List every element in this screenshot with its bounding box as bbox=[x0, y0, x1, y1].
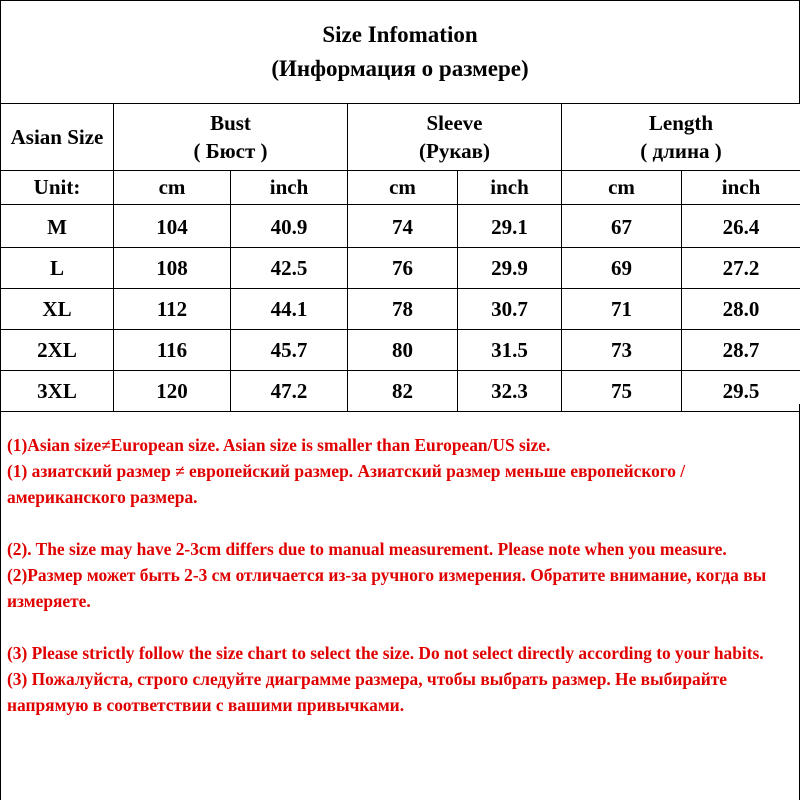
note-3-ru: (3) Пожалуйста, строго следуйте диаграмме размера, чтобы выбрать размер. Не выбирайте напрямую в соответствии с вашими привычками. bbox=[7, 669, 727, 715]
note-spacer bbox=[7, 614, 793, 640]
table-cell: 108 bbox=[114, 248, 231, 289]
table-cell: 112 bbox=[114, 289, 231, 330]
table-cell: 28.0 bbox=[682, 289, 800, 330]
table-cell: 80 bbox=[348, 330, 458, 371]
bust-header bbox=[114, 104, 348, 171]
table-cell: 73 bbox=[562, 330, 682, 371]
table-cell: 31.5 bbox=[458, 330, 562, 371]
title-ru: (Информация о размере) bbox=[271, 56, 529, 81]
title-block bbox=[0, 0, 800, 104]
table-row bbox=[1, 330, 800, 371]
sleeve-header-ru: (Рукав) bbox=[419, 139, 490, 163]
unit-cell: inch bbox=[682, 171, 800, 205]
table-cell: 44.1 bbox=[231, 289, 348, 330]
table-row bbox=[1, 289, 800, 330]
note-spacer bbox=[7, 510, 793, 536]
table-cell: 74 bbox=[348, 205, 458, 248]
table-cell: 67 bbox=[562, 205, 682, 248]
size-label: XL bbox=[1, 289, 114, 330]
unit-cell: cm bbox=[562, 171, 682, 205]
table-cell: 75 bbox=[562, 371, 682, 412]
table-cell: 71 bbox=[562, 289, 682, 330]
length-header-en: Length bbox=[648, 111, 714, 135]
table-row bbox=[1, 205, 800, 248]
unit-label: Unit: bbox=[1, 171, 114, 205]
table-cell: 28.7 bbox=[682, 330, 800, 371]
table-cell: 116 bbox=[114, 330, 231, 371]
table-cell: 69 bbox=[562, 248, 682, 289]
asian-size-header: Asian Size bbox=[1, 104, 114, 171]
length-header-ru: ( длина ) bbox=[640, 139, 722, 163]
size-label: M bbox=[1, 205, 114, 248]
table-cell: 76 bbox=[348, 248, 458, 289]
note-2-ru: (2)Размер может быть 2-3 см отличается из-за ручного измерения. Обратите внимание, когда вы измеряете. bbox=[7, 565, 767, 611]
bust-header-en: Bust bbox=[210, 111, 251, 135]
table-cell: 78 bbox=[348, 289, 458, 330]
table-cell: 27.2 bbox=[682, 248, 800, 289]
unit-cell: inch bbox=[231, 171, 348, 205]
table-cell: 45.7 bbox=[231, 330, 348, 371]
note-1-ru: (1) азиатский размер ≠ европейский размер. Азиатский размер меньше европейского / американского размера. bbox=[7, 461, 686, 507]
table-cell: 47.2 bbox=[231, 371, 348, 412]
table-cell: 30.7 bbox=[458, 289, 562, 330]
notes-block bbox=[0, 404, 800, 800]
table-row bbox=[1, 248, 800, 289]
unit-cell: cm bbox=[114, 171, 231, 205]
sleeve-header bbox=[348, 104, 562, 171]
size-table bbox=[0, 103, 800, 412]
table-cell: 120 bbox=[114, 371, 231, 412]
table-cell: 32.3 bbox=[458, 371, 562, 412]
unit-cell: cm bbox=[348, 171, 458, 205]
bust-header-ru: ( Бюст ) bbox=[193, 139, 268, 163]
table-cell: 29.5 bbox=[682, 371, 800, 412]
table-cell: 29.1 bbox=[458, 205, 562, 248]
unit-row bbox=[1, 171, 800, 205]
table-cell: 82 bbox=[348, 371, 458, 412]
size-label: 3XL bbox=[1, 371, 114, 412]
title-en: Size Infomation bbox=[322, 22, 478, 47]
size-label: L bbox=[1, 248, 114, 289]
note-3-en: (3) Please strictly follow the size chart to select the size. Do not select directly according to your habits. bbox=[7, 643, 764, 663]
table-cell: 40.9 bbox=[231, 205, 348, 248]
table-cell: 29.9 bbox=[458, 248, 562, 289]
header-row bbox=[1, 104, 800, 171]
note-1-en: (1)Asian size≠European size. Asian size is smaller than European/US size. bbox=[7, 435, 551, 455]
note-2-en: (2). The size may have 2-3cm differs due to manual measurement. Please note when you measure. bbox=[7, 539, 727, 559]
size-label: 2XL bbox=[1, 330, 114, 371]
table-cell: 26.4 bbox=[682, 205, 800, 248]
length-header bbox=[562, 104, 800, 171]
table-cell: 42.5 bbox=[231, 248, 348, 289]
sleeve-header-en: Sleeve bbox=[426, 111, 483, 135]
unit-cell: inch bbox=[458, 171, 562, 205]
table-cell: 104 bbox=[114, 205, 231, 248]
